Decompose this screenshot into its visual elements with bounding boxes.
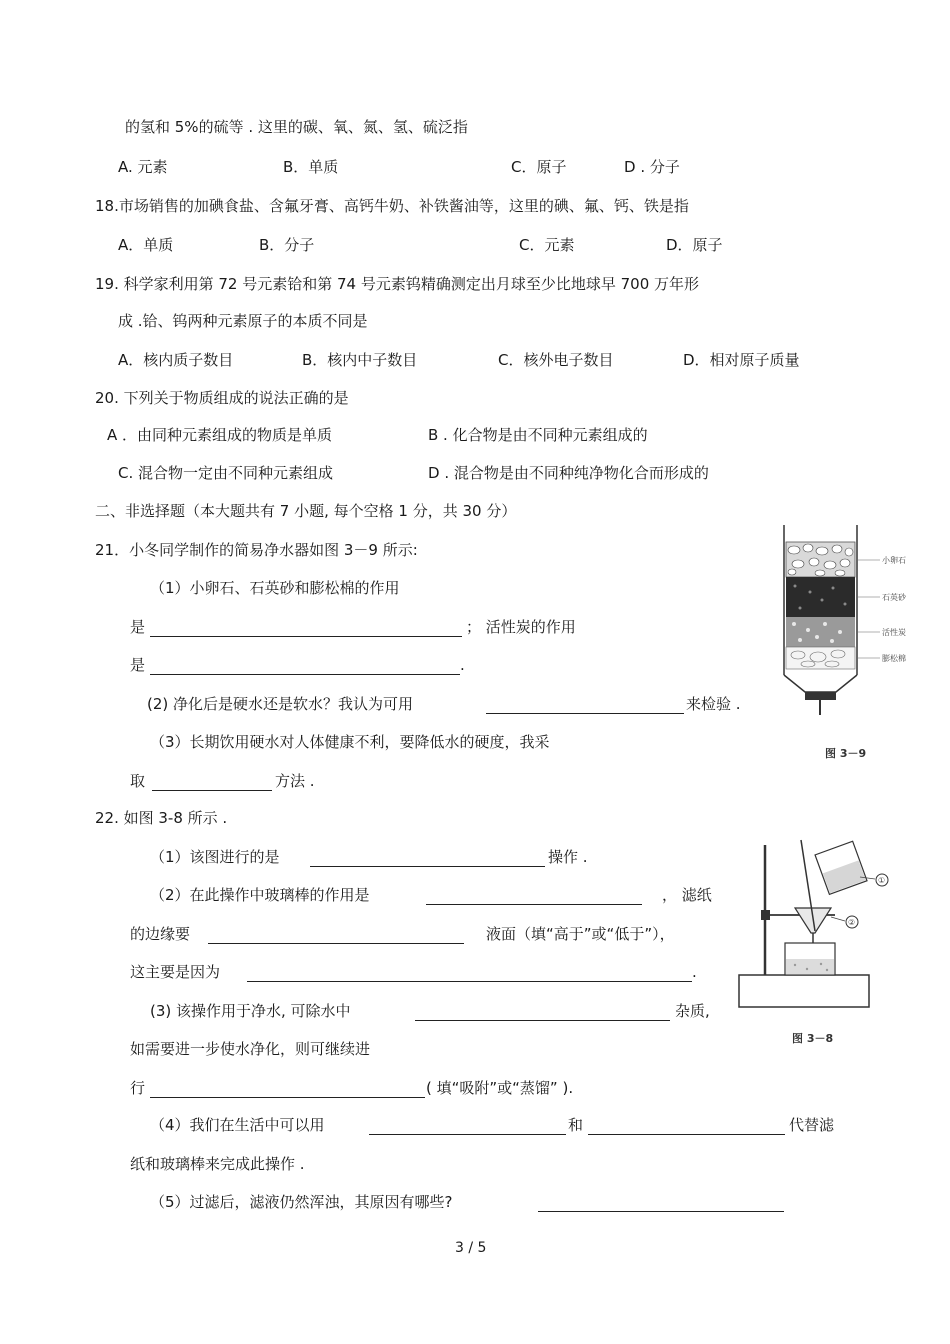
q21-part1-end: . <box>460 656 465 674</box>
q22-blank-8[interactable] <box>588 1134 785 1135</box>
q19-option-a: A．核内质子数目 <box>118 351 234 369</box>
q19-option-b: B．核内中子数目 <box>302 351 418 369</box>
q17-stem-cont: 的氢和 5%的硫等 . 这里的碳、氧、氮、氢、硫泛指 <box>125 118 468 136</box>
q18-option-b: B．分子 <box>259 236 315 254</box>
q21-part1-is2: 是 <box>130 656 146 674</box>
q20-option-a: A ．由同种元素组成的物质是单质 <box>107 426 333 444</box>
fig39-label-cotton: 膨松棉 <box>882 654 906 663</box>
q22-blank-1[interactable] <box>310 866 545 867</box>
q22-part3-e: ( 填“吸附”或“蒸馏” ). <box>426 1079 574 1097</box>
water-purifier-figure <box>770 520 920 725</box>
q22-part4-c: 代替滤 <box>789 1116 835 1134</box>
section-2-heading: 二、非选择题（本大题共有 7 小题, 每个空格 1 分，共 30 分） <box>95 502 517 520</box>
q21-part1: （1）小卵石、石英砂和膨松棉的作用 <box>150 579 400 597</box>
q22-part3: (3) 该操作用于净水, 可除水中 <box>150 1002 351 1020</box>
q20-option-c: C. 混合物一定由不同种元素组成 <box>118 464 334 482</box>
q22-blank-6[interactable] <box>150 1097 425 1098</box>
q22-blank-7[interactable] <box>369 1134 566 1135</box>
q22-blank-9[interactable] <box>538 1211 784 1212</box>
q21-part1-mid: ； 活性炭的作用 <box>466 618 576 636</box>
q22-part2-d: 液面（填“高于”或“低于”）， <box>486 925 675 943</box>
q21-part3-end: 方法 . <box>275 772 315 790</box>
q17-option-b: B．单质 <box>283 158 339 176</box>
fig38-label-2: ② <box>848 918 856 927</box>
fig38-label-1: ① <box>878 876 886 885</box>
q21-blank-3[interactable] <box>486 713 684 714</box>
q22-part4-d: 纸和玻璃棒来完成此操作 . <box>130 1155 305 1173</box>
q19-stem: 19. 科学家利用第 72 号元素铪和第 74 号元素钨精确测定出月球至少比地球早 700 万年形 <box>95 275 700 293</box>
fig38-caption: 图 3－8 <box>792 1032 834 1045</box>
q17-option-d: D . 分子 <box>624 158 680 176</box>
q21-blank-4[interactable] <box>152 790 272 791</box>
fig39-caption: 图 3－9 <box>825 747 867 760</box>
q22-part2-c: 的边缘要 <box>130 925 191 943</box>
q19-stem-cont: 成 .铪、钨两种元素原子的本质不同是 <box>118 312 368 330</box>
q22-stem: 22. 如图 3-8 所示 . <box>95 809 228 827</box>
q17-option-c: C．原子 <box>511 158 567 176</box>
q21-stem: 21．小冬同学制作的简易净水器如图 3－9 所示: <box>95 541 418 559</box>
q18-option-d: D．原子 <box>666 236 723 254</box>
q22-part3-b: 杂质, <box>675 1002 710 1020</box>
q22-part3-d: 行 <box>130 1079 146 1097</box>
q22-part2-f: . <box>692 963 697 981</box>
fig39-label-sand: 石英砂 <box>882 593 906 602</box>
q20-stem: 20. 下列关于物质组成的说法正确的是 <box>95 389 349 407</box>
q22-part1-end: 操作 . <box>548 848 588 866</box>
q22-blank-5[interactable] <box>415 1020 670 1021</box>
q18-option-c: C．元素 <box>519 236 575 254</box>
q17-option-a: A. 元素 <box>118 158 168 176</box>
q18-stem: 18.市场销售的加碘食盐、含氟牙膏、高钙牛奶、补铁酱油等，这里的碘、氟、钙、铁是指 <box>95 197 689 215</box>
q21-part3: （3）长期饮用硬水对人体健康不利，要降低水的硬度，我采 <box>150 733 550 751</box>
q21-part1-is: 是 <box>130 618 146 636</box>
q22-blank-2[interactable] <box>426 904 642 905</box>
filtration-figure <box>735 835 915 1015</box>
q22-part1: （1）该图进行的是 <box>150 848 280 866</box>
q22-part2-e: 这主要是因为 <box>130 963 221 981</box>
q21-part2-end: 来检验 . <box>686 695 741 713</box>
q22-part4-b: 和 <box>568 1116 584 1134</box>
q22-part2: （2）在此操作中玻璃棒的作用是 <box>150 886 370 904</box>
q20-option-d: D . 混合物是由不同种纯净物化合而形成的 <box>428 464 709 482</box>
q20-option-b: B . 化合物是由不同种元素组成的 <box>428 426 648 444</box>
q19-option-c: C．核外电子数目 <box>498 351 614 369</box>
q19-option-d: D．相对原子质量 <box>683 351 800 369</box>
q22-blank-4[interactable] <box>247 981 692 982</box>
q18-option-a: A．单质 <box>118 236 174 254</box>
q21-blank-2[interactable] <box>150 674 460 675</box>
q21-blank-1[interactable] <box>150 636 462 637</box>
fig39-label-carbon: 活性炭 <box>882 628 906 637</box>
fig39-label-pebble: 小卵石 <box>882 556 906 565</box>
q21-part3-take: 取 <box>130 772 146 790</box>
q22-part4: （4）我们在生活中可以用 <box>150 1116 325 1134</box>
q22-blank-3[interactable] <box>208 943 464 944</box>
page-number: 3 / 5 <box>455 1240 487 1256</box>
q22-part5: （5）过滤后，滤液仍然浑浊，其原因有哪些? <box>150 1193 453 1211</box>
q21-part2: (2) 净化后是硬水还是软水？我认为可用 <box>147 695 414 713</box>
q22-part3-c: 如需要进一步使水净化，则可继续进 <box>130 1040 371 1058</box>
q22-part2-b: ， 滤纸 <box>662 886 712 904</box>
